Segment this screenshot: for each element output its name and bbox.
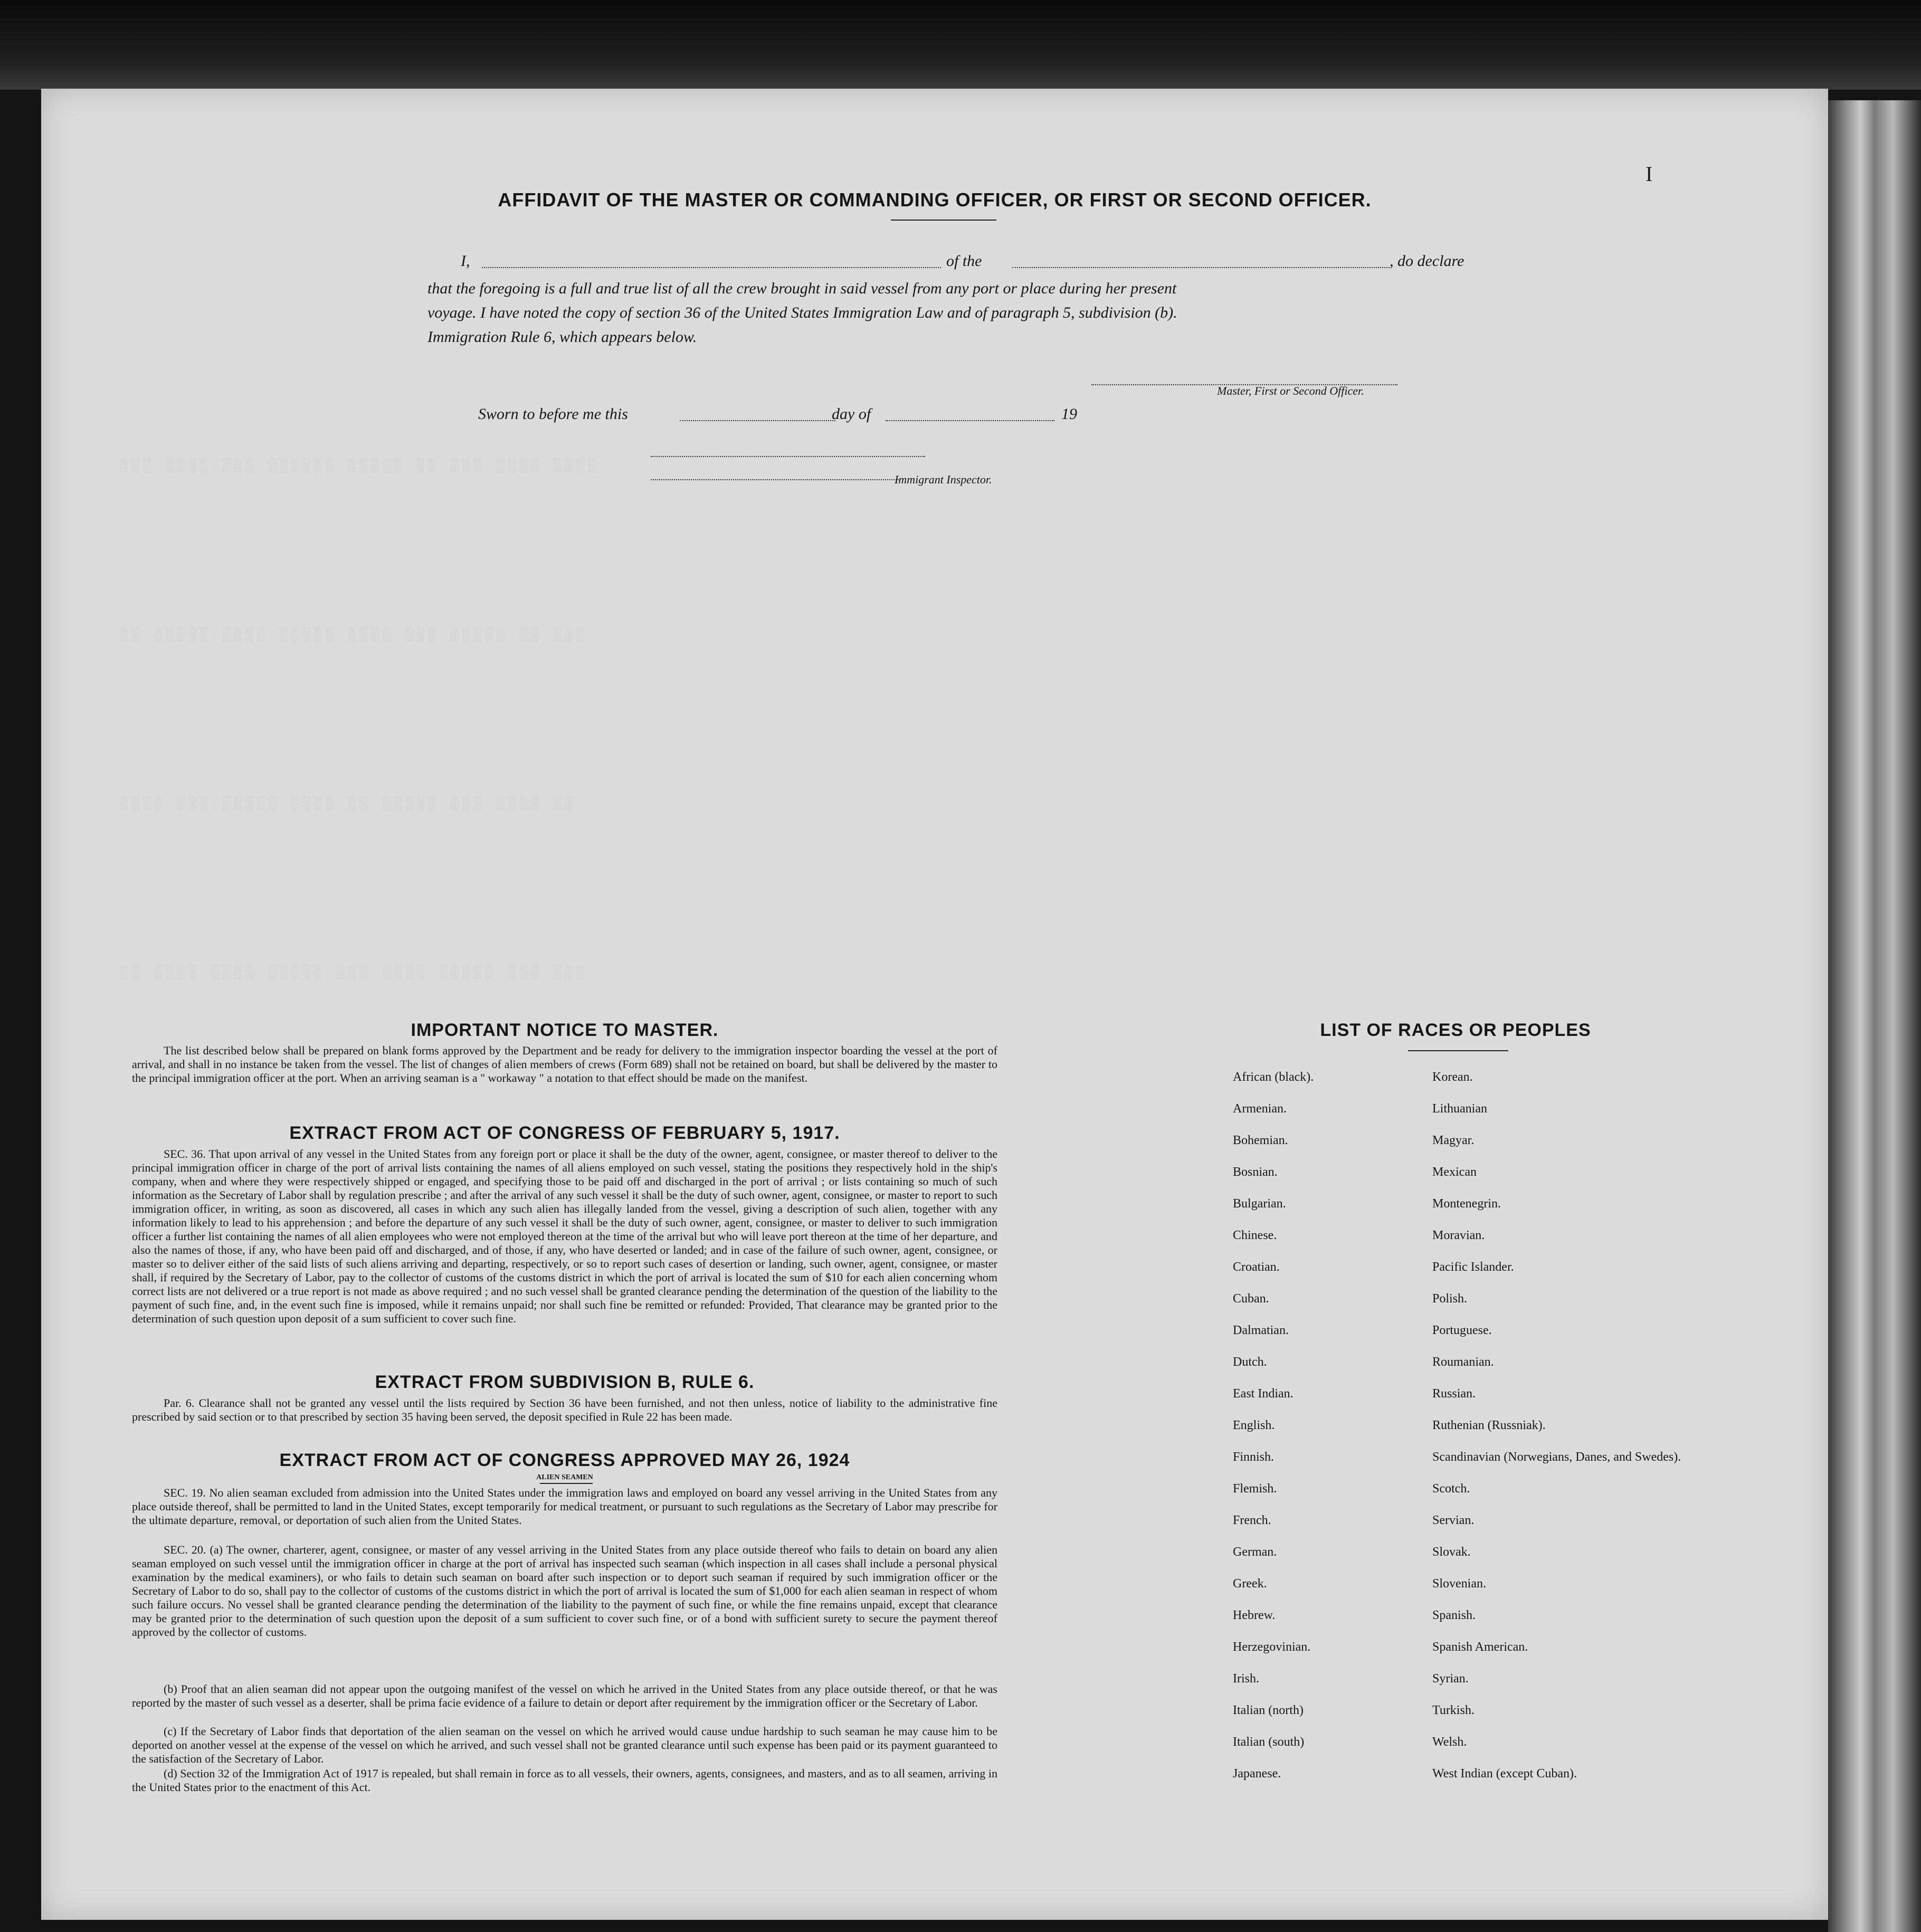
inspector-signature-line[interactable] [651,456,925,457]
extract-1917-body: SEC. 36. That upon arrival of any vessel in the United States from any foreign port or place it shall be the duty of the owner, agent, consignee, or master thereof to deliver to the principal immigration officer in charge of the port of arrival lists containing the names of all aliens employed on such vessel, stating the positions they respectively hold in the ship's company, when and where they were respectively shipped or engaged, and specifying those to be paid off and discharged in the port of arrival ; or lists containing so much of such information as the Secretary of Labor shall by regulation prescribe ; and after the arrival of any such vessel it shall be the duty of such owner, agent, consignee, or master to report to such immigration officer, in writing, as soon as discovered, all cases in which any such alien has illegally landed from the vessel, giving a description of such alien, together with any information likely to lead to his apprehension ; and before the departure of any such vessel it shall be the duty of such owner, agent, consignee, or master to deliver to such immigration officer a further list containing the names of all alien employees who were not employed thereon at the time of the arrival but who will leave port thereon at the time of her departure, and also the names of those, if any, who have been paid off and discharged, and of those, if any, who have deserted or landed; and in case of the failure of such owner, agent, consignee, or master so to deliver either of the said lists of such aliens arriving and departing, respectively, or so to report such cases of desertion or landing, such owner, agent, consignee, or master shall, if required by the Secretary of Labor, pay to the collector of customs of the customs district in which the port of arrival is located the sum of $10 for each alien concerning whom correct lists are not delivered or a true report is not made as above required ; and no such vessel shall be granted clearance pending the determination of the question of the liability to the payment of such fine, and, in the event such fine is imposed, while it remains unpaid; nor shall such fine be remitted or refunded: Provided, That clearance may be granted prior to the determination of such question upon deposit of a sum sufficient to cover such fine. [132,1147,997,1325]
race-item: Slovak. [1432,1545,1471,1559]
bleed-through: ░░░ ░░░░ ░░░ ░░░░░░ ░░░░░ ░░ ░░░ ░░░░ ░░░░ [120,458,600,474]
race-item: Dutch. [1233,1355,1267,1369]
notice-body: The list described below shall be prepared on blank forms approved by the Department and be ready for delivery to the immigration inspector boarding the vessel at the port of arrival, and shall in no instance be taken from the vessel. The list of changes of alien members of crews (Form 689) shall not be retained on board, but shall be delivered by the master to the principal immigration officer at the port. When an arriving seaman is a " workaway " a notation to that effect should be made on the manifest. [132,1044,997,1084]
races-list-right [1432,1069,1686,1797]
race-item: Italian (south) [1233,1735,1305,1749]
race-item: Lithuanian [1432,1102,1487,1116]
race-item: English. [1233,1419,1275,1432]
race-item: Roumanian. [1432,1355,1494,1369]
races-title: LIST OF RACES OR PEOPLES [1320,1020,1591,1040]
extract-rule6-title: EXTRACT FROM SUBDIVISION B, RULE 6. [375,1372,755,1392]
sec20c: (c) If the Secretary of Labor finds that deportation of the alien seaman on the vessel on which he arrived would cause undue hardship to such seaman he may cause him to be deported on another vessel at the expense of the vessel on which he arrived, and such vessel shall not be granted clearance until such expense has been paid or its payment guaranteed to the satisfaction of the Secretary of Labor. [132,1725,997,1765]
race-item: Ruthenian (Russniak). [1432,1419,1546,1432]
race-item: French. [1233,1514,1271,1527]
race-item: African (black). [1233,1070,1314,1084]
subtitle-rule [540,1483,593,1484]
race-item: Pacific Islander. [1432,1260,1514,1274]
sworn-prefix: Sworn to before me this [478,405,628,423]
race-item: Scotch. [1432,1482,1470,1496]
race-item: Russian. [1432,1387,1476,1401]
sworn-day-blank[interactable] [680,420,835,421]
sec20d: (d) Section 32 of the Immigration Act of 1917 is repealed, but shall remain in force as to all vessels, their owners, agents, consignees, and masters, and as to all seamen, arriving in the United States prior to the enactment of this Act. [132,1767,997,1794]
race-item: Moravian. [1432,1229,1485,1242]
race-item: Hebrew. [1233,1609,1276,1622]
race-item: Bosnian. [1233,1165,1278,1179]
race-item: Polish. [1432,1292,1468,1306]
sworn-year: 19 [1061,405,1077,423]
race-item: Montenegrin. [1432,1197,1501,1211]
race-item: Spanish American. [1432,1640,1528,1654]
race-item: Cuban. [1233,1292,1269,1306]
race-item: Croatian. [1233,1260,1280,1274]
scan-border [0,0,1921,90]
race-item: Japanese. [1233,1767,1281,1781]
affidavit-title: AFFIDAVIT OF THE MASTER OR COMMANDING OFFICER, OR FIRST OR SECOND OFFICER. [498,189,1372,211]
races-list-left [1233,1069,1423,1797]
race-item: Mexican [1432,1165,1477,1179]
sworn-month-blank[interactable] [886,420,1054,421]
inspector-signature-line-2[interactable] [651,479,899,480]
sec20a: SEC. 20. (a) The owner, charterer, agent, consignee, or master of any vessel arriving in the United States from any place outside thereof who fails to detain on board any alien seaman employed on such vessel until the immigration officer in charge at the port of arrival has inspected such seaman (which inspection in all cases shall include a personal physical examination by the medical examiners), or who fails to detain such seaman on board after such inspection or to deport such seaman if required by such immigration officer or the Secretary of Labor to do so, shall pay to the collector of customs of the customs district in which the port of arrival is located the sum of $1,000 for each alien seaman in respect of whom such failure occurs. No vessel shall be granted clearance pending the determination of the liability to the payment of such fine, or while the fine remains unpaid, except that clearance may be granted prior to the determination of such question upon the deposit of a sum sufficient to cover such fine, or of a bond with sufficient surety to secure the payment thereof approved by the collector of customs. [132,1543,997,1639]
bleed-through: ░░ ░░░░░ ░░░░ ░░░░░ ░░░░ ░░░ ░░░░░ ░░ ░░░ [120,627,588,643]
extract-rule6-body: Par. 6. Clearance shall not be granted any vessel until the lists required by Section 36 have been furnished, and not then unless, notice of liability to the administrative fine prescribed by said section or to that prescribed by section 35 having been served, the deposit specified in Rule 22 has been made. [132,1396,997,1423]
race-item: Herzegovinian. [1233,1640,1311,1654]
race-item: Slovenian. [1432,1577,1486,1591]
affidavit-line2: that the foregoing is a full and true list of all the crew brought in said vessel from any port or place during her present [427,280,1177,297]
sec19: SEC. 19. No alien seaman excluded from admission into the United States under the immigration laws and employed on board any vessel arriving in the United States from any place outside thereof, shall be permitted to land in the United States, except temporarily for medical treatment, or pursuant to such regulations as the Secretary of Labor may prescribe for the ultimate departure, removal, or deportation of such alien from the United States. [132,1486,997,1527]
race-item: Magyar. [1432,1134,1475,1147]
race-item: Chinese. [1233,1229,1277,1242]
race-item: Finnish. [1233,1450,1275,1464]
affidavit-of-the: of the [946,252,982,270]
extract-1924-title: EXTRACT FROM ACT OF CONGRESS APPROVED MAY 26, 1924 [279,1450,850,1470]
affidavit-declare: , do declare [1390,252,1464,270]
extract-1924-subtitle: ALIEN SEAMEN [536,1473,593,1481]
sec20b: (b) Proof that an alien seaman did not appear upon the outgoing manifest of the vessel on which he arrived in the United States from any place outside thereof, or that he was reported by the master of such vessel as a deserter, shall be prima facie evidence of a failure to detain or deport after requirement by the immigration officer or the Secretary of Labor. [132,1682,997,1709]
affidavit-line4: Immigration Rule 6, which appears below. [427,328,697,346]
inspector-caption: Immigrant Inspector. [895,473,992,486]
races-rule [1408,1050,1508,1051]
race-item: Italian (north) [1233,1703,1304,1717]
bleed-through: ░░ ░░░░ ░░░░ ░░░░░ ░░░ ░░░░ ░░░░░ ░░░ ░░░ [120,965,588,981]
document-page [41,89,1828,1920]
race-item: Greek. [1233,1577,1267,1591]
name-blank[interactable] [482,267,941,268]
race-item: Flemish. [1233,1482,1277,1496]
race-item: East Indian. [1233,1387,1294,1401]
race-item: Armenian. [1233,1102,1287,1116]
race-item: West Indian (except Cuban). [1432,1767,1577,1781]
master-signature-caption: Master, First or Second Officer. [1217,384,1364,397]
race-item: Spanish. [1432,1609,1476,1622]
race-item: Korean. [1432,1070,1473,1084]
race-item: Scandinavian (Norwegians, Danes, and Swedes). [1432,1450,1681,1464]
race-item: Bohemian. [1233,1134,1288,1147]
race-item: Servian. [1432,1514,1475,1527]
corner-mark: I [1646,162,1653,186]
extract-1917-title: EXTRACT FROM ACT OF CONGRESS OF FEBRUARY 5, 1917. [289,1123,840,1143]
title-rule [891,220,996,221]
race-item: Welsh. [1432,1735,1467,1749]
sworn-day-of: day of [832,405,871,423]
page-stack-edge [1828,100,1921,1932]
race-item: Dalmatian. [1233,1324,1289,1337]
affidavit-line3: voyage. I have noted the copy of section 36 of the United States Immigration Law and of paragraph 5, subdivision (b). [427,304,1177,321]
notice-title: IMPORTANT NOTICE TO MASTER. [411,1020,719,1040]
race-item: Irish. [1233,1672,1259,1686]
race-item: Portuguese. [1432,1324,1492,1337]
race-item: Bulgarian. [1233,1197,1286,1211]
race-item: Syrian. [1432,1672,1469,1686]
race-item: Turkish. [1432,1703,1475,1717]
vessel-blank[interactable] [1012,267,1390,268]
affidavit-i: I, [461,252,470,270]
bleed-through: ░░░░ ░░░ ░░░░░ ░░░░ ░░ ░░░░░ ░░░ ░░░░ ░░ [120,796,577,812]
race-item: German. [1233,1545,1277,1559]
